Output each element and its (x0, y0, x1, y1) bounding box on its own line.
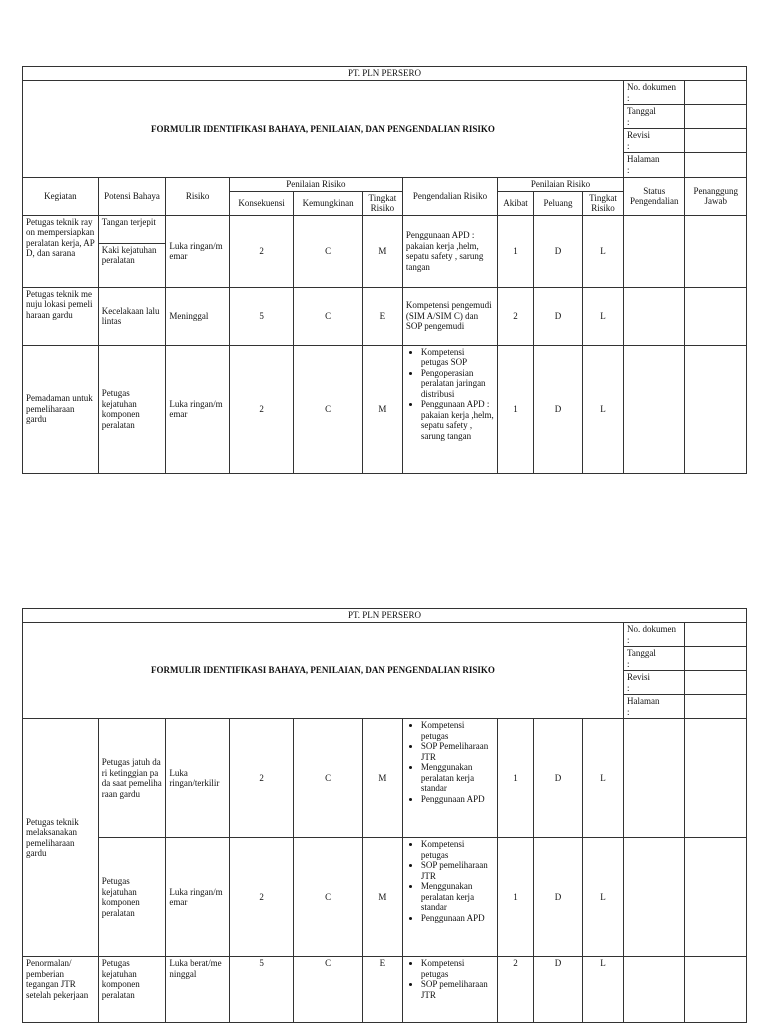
table-row-1-status (623, 215, 684, 287)
table2-row-3-risiko: Luka berat/meninggal (166, 957, 229, 1023)
table-row-1-tingkat: M (362, 215, 402, 287)
table-row-2-risiko: Meninggal (166, 287, 229, 345)
table-row-2-potensi: Kecelakaan lalu lintas (98, 287, 166, 345)
risk-form-table-2 (22, 608, 747, 1023)
meta-revisi-value (685, 129, 747, 153)
company-name-2: PT. PLN PERSERO (23, 609, 747, 623)
header-potensi-bahaya: Potensi Bahaya (98, 178, 166, 216)
table2-row-3-peluang: D (533, 957, 582, 1023)
table2-row-3-pengendalian (402, 957, 497, 1023)
table-row-2-konsekuensi: 5 (229, 287, 294, 345)
table2-row-1-penanggung (685, 719, 747, 838)
header-akibat: Akibat (498, 191, 534, 215)
table2-row-3-tingkat: E (362, 957, 402, 1023)
table2-row-1-peluang: D (533, 719, 582, 838)
table2-row-1-tingkat-2: L (583, 719, 624, 838)
table2-row-3-konsekuensi: 5 (229, 957, 294, 1023)
meta-halaman-value (685, 153, 747, 178)
table2-row-2-status (623, 838, 684, 957)
company-name: PT. PLN PERSERO (23, 67, 747, 81)
meta-halaman-2: Halaman : (623, 695, 684, 719)
list-item: • Kompetensi petugas SOP (421, 347, 494, 368)
meta-no-dokumen: No. dokumen : (623, 81, 684, 105)
table-row-1-risiko: Luka ringan/memar (166, 215, 229, 287)
table-row-3-akibat: 1 (498, 345, 534, 473)
list-item: • Kompetensi petugas (421, 720, 494, 741)
table2-row-3-potensi: Petugas kejatuhan komponen peralatan (98, 957, 166, 1023)
meta-revisi: Revisi : (623, 129, 684, 153)
table-row-1-pengendalian: Penggunaan APD : pakaian kerja ,helm, sepatu safety , sarung tangan (402, 215, 497, 287)
table-row-2-tingkat-2: L (583, 287, 624, 345)
table2-row-1-akibat: 1 (498, 719, 534, 838)
list-item: • Kompetensi petugas (421, 958, 494, 979)
header-risiko: Risiko (166, 178, 229, 216)
table2-row-3-tingkat-2: L (583, 957, 624, 1023)
table-row-2-akibat: 2 (498, 287, 534, 345)
table2-row-1-risiko: Luka ringan/terkilir (166, 719, 229, 838)
table2-row-1-kemungkinan: C (294, 719, 363, 838)
table-row-3-peluang: D (533, 345, 582, 473)
header-kegiatan: Kegiatan (23, 178, 99, 216)
table2-row-2-kemungkinan: C (294, 838, 363, 957)
table-row-2-peluang: D (533, 287, 582, 345)
header-pengendalian-risiko: Pengendalian Risiko (402, 178, 497, 216)
meta-tanggal: Tanggal : (623, 105, 684, 129)
table2-row-3-penanggung (685, 957, 747, 1023)
list-item: • Kompetensi petugas (421, 839, 494, 860)
table2-row-1-status (623, 719, 684, 838)
table2-row-1-tingkat: M (362, 719, 402, 838)
table-row-1-peluang: D (533, 215, 582, 287)
list-item: • Penggunaan APD (421, 794, 494, 805)
table-row-2-status (623, 287, 684, 345)
table2-row-2-risiko: Luka ringan/memar (166, 838, 229, 957)
header-tingkat-risiko-2: Tingkat Risiko (583, 191, 624, 215)
list-item: • SOP pemeliharaan JTR (421, 860, 494, 881)
table-row-3-kemungkinan: C (294, 345, 363, 473)
list-item: • Pengoperasian peralatan jaringan distribusi (421, 368, 494, 400)
table2-row-3-status (623, 957, 684, 1023)
form-title: FORMULIR IDENTIFIKASI BAHAYA, PENILAIAN, DAN PENGENDALIAN RISIKO (23, 81, 624, 178)
table2-row-2-peluang: D (533, 838, 582, 957)
list-item: • Menggunakan peralatan kerja standar (421, 881, 494, 913)
table-row-3-pengendalian (402, 345, 497, 473)
table-row-1-kegiatan: Petugas teknik rayon mempersiapkan peralatan kerja, APD, dan sarana (23, 215, 99, 287)
header-penanggung-jawab: Penanggung Jawab (685, 178, 747, 216)
table-row-3-konsekuensi: 2 (229, 345, 294, 473)
table-row-1-penanggung (685, 215, 747, 287)
table-row-3-potensi: Petugas kejatuhan komponen peralatan (98, 345, 166, 473)
table-row-3-tingkat-2: L (583, 345, 624, 473)
header-penilaian-risiko: Penilaian Risiko (229, 178, 402, 192)
list-item: • Penggunaan APD (421, 913, 494, 924)
header-penilaian-risiko-2: Penilaian Risiko (498, 178, 624, 192)
table-row-2-kemungkinan: C (294, 287, 363, 345)
header-status-pengendalian: Status Pengendalian (623, 178, 684, 216)
list-item: • Penggunaan APD : pakaian kerja ,helm, sepatu safety , sarung tangan (421, 399, 494, 441)
meta-tanggal-2: Tanggal : (623, 647, 684, 671)
table2-row-3-kegiatan: Penormalan/ pemberian tegangan JTR setelah pekerjaan (23, 957, 99, 1023)
table2-row-2-tingkat-2: L (583, 838, 624, 957)
table-row-1-akibat: 1 (498, 215, 534, 287)
table-row-1-potensi-a: Tangan terjepit (98, 215, 166, 243)
form-title-2: FORMULIR IDENTIFIKASI BAHAYA, PENILAIAN, DAN PENGENDALIAN RISIKO (23, 623, 624, 719)
table2-row-1-kegiatan: Petugas teknik melaksanakan pemeliharaan gardu (23, 719, 99, 957)
table2-row-2-konsekuensi: 2 (229, 838, 294, 957)
meta-halaman-value-2 (685, 695, 747, 719)
header-peluang: Peluang (533, 191, 582, 215)
table2-row-1-konsekuensi: 2 (229, 719, 294, 838)
meta-revisi-value-2 (685, 671, 747, 695)
table-row-1-potensi-b: Kaki kejatuhan peralatan (98, 243, 166, 287)
meta-no-dokumen-value (685, 81, 747, 105)
table2-row-2-penanggung (685, 838, 747, 957)
meta-no-dokumen-2: No. dokumen : (623, 623, 684, 647)
table-row-2-kegiatan: Petugas teknik menuju lokasi pemeliharaan gardu (23, 287, 99, 345)
list-item: • Menggunakan peralatan kerja standar (421, 762, 494, 794)
table-row-1-konsekuensi: 2 (229, 215, 294, 287)
table-row-3-penanggung (685, 345, 747, 473)
table2-row-3-kemungkinan: C (294, 957, 363, 1023)
table2-row-2-pengendalian (402, 838, 497, 957)
meta-tanggal-value (685, 105, 747, 129)
table2-row-3-akibat: 2 (498, 957, 534, 1023)
meta-revisi-2: Revisi : (623, 671, 684, 695)
table-row-3-risiko: Luka ringan/memar (166, 345, 229, 473)
header-kemungkinan: Kemungkinan (294, 191, 363, 215)
table-row-1-kemungkinan: C (294, 215, 363, 287)
list-item: • SOP pemeliharaan JTR (421, 979, 494, 1000)
table-row-1-tingkat-2: L (583, 215, 624, 287)
table-row-3-status (623, 345, 684, 473)
table2-row-1-pengendalian (402, 719, 497, 838)
table2-row-2-tingkat: M (362, 838, 402, 957)
table-row-2-penanggung (685, 287, 747, 345)
table2-row-1-potensi: Petugas jatuh dari ketinggian pada saat pemeliharaan gardu (98, 719, 166, 838)
header-konsekuensi: Konsekuensi (229, 191, 294, 215)
table2-row-2-potensi: Petugas kejatuhan komponen peralatan (98, 838, 166, 957)
meta-halaman: Halaman : (623, 153, 684, 178)
table-row-2-pengendalian: Kompetensi pengemudi (SIM A/SIM C) dan SOP pengemudi (402, 287, 497, 345)
meta-no-dokumen-value-2 (685, 623, 747, 647)
list-item: • SOP Pemeliharaan JTR (421, 741, 494, 762)
meta-tanggal-value-2 (685, 647, 747, 671)
table-row-2-tingkat: E (362, 287, 402, 345)
table-row-3-kegiatan: Pemadaman untuk pemeliharaan gardu (23, 345, 99, 473)
table2-row-2-akibat: 1 (498, 838, 534, 957)
header-tingkat-risiko: Tingkat Risiko (362, 191, 402, 215)
risk-form-table-1 (22, 66, 747, 474)
table-row-3-tingkat: M (362, 345, 402, 473)
